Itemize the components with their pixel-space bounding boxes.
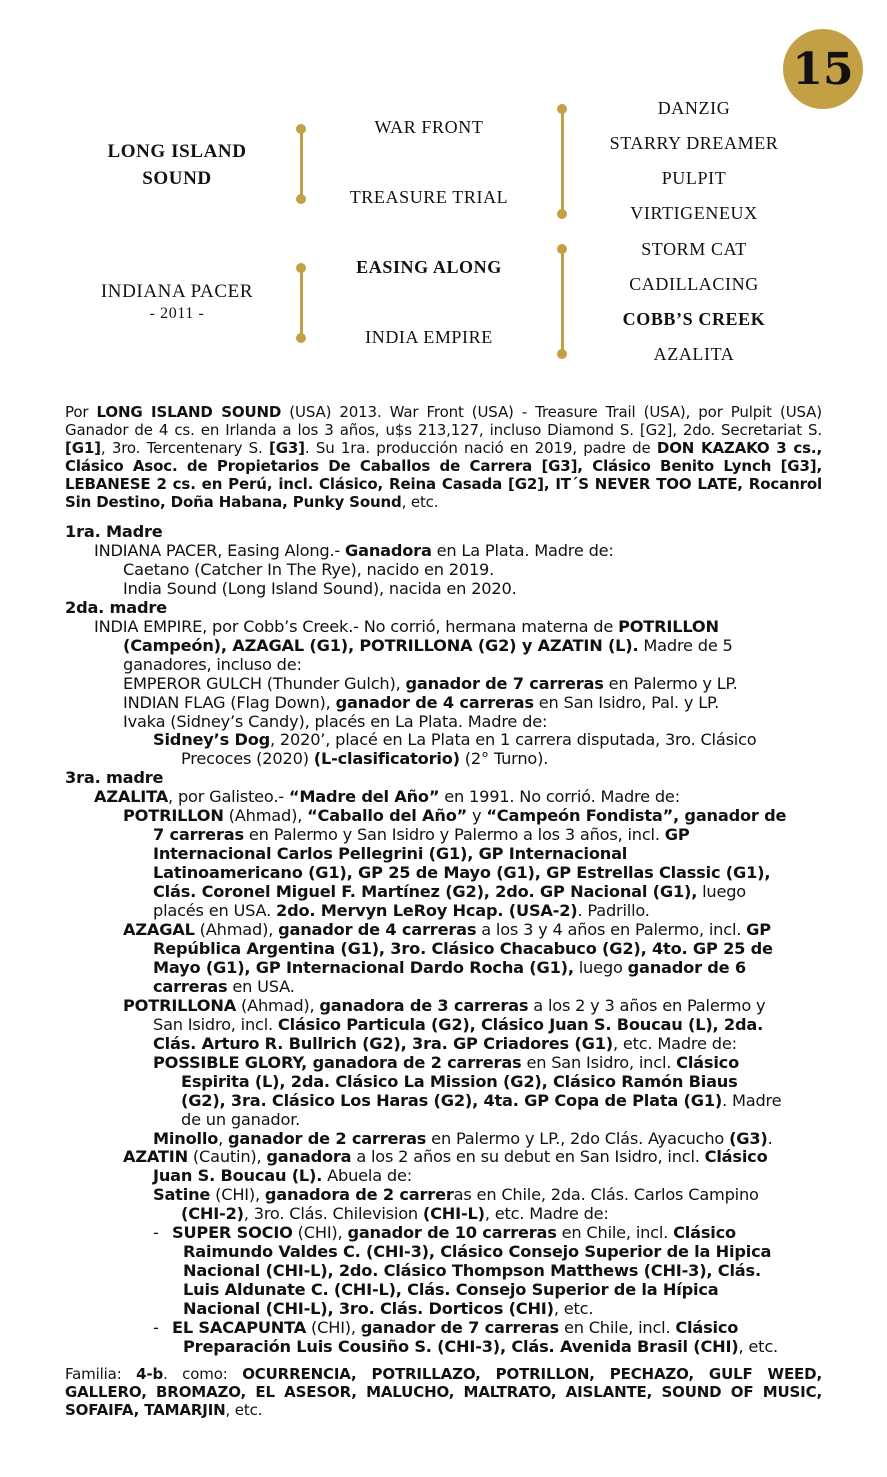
sire-para-line: Ganador de 4 cs. en Irlanda a los 3 años, u$s 213,127, incluso Diamond S. [G2], 2do. Secretariat S. (65, 420, 822, 439)
t: . (767, 1128, 773, 1148)
dam-line (65, 1092, 822, 1111)
dam-line: Nacional (CHI-L), 2do. Clásico Thompson Matthews (CHI-3), Clás. (183, 1261, 761, 1281)
dam-line (65, 807, 822, 826)
t: ganador de 4 carreras (278, 920, 477, 940)
dam-line (65, 902, 822, 921)
dam-line (65, 1205, 822, 1224)
t: (Cautin), (187, 1147, 267, 1167)
t: (USA) 2013. War Front (USA) - Treasure Trail (USA), por Pulpit (USA) (281, 403, 822, 421)
t: GP (746, 920, 771, 940)
bracket-line (561, 249, 564, 354)
t: (Ahmad), (236, 995, 320, 1015)
t: - (153, 1223, 159, 1243)
third-dam-heading: 3ra. madre (65, 768, 164, 788)
t: , etc. Madre de: (484, 1204, 609, 1224)
t: Preparación Luis Cousiño S. (CHI-3), Clás. Avenida Brasil (CHI) (183, 1336, 739, 1356)
t: en 1991. No corrió. Madre de: (439, 787, 680, 807)
t: , 2020’, placé en La Plata en 1 carrera disputada, 3ro. Clásico (270, 730, 757, 750)
t: OCURRENCIA, POTRILLAZO, POTRILLON, PECHAZO, GULF WEED, (242, 1365, 822, 1383)
t: Clás. Coronel Miguel F. Martínez (G2), 2do. GP Nacional (G1), (153, 882, 698, 902)
gen3-8: AZALITA (653, 344, 735, 364)
t: a los 2 y 3 años en Palermo y (528, 995, 766, 1015)
t: GP (664, 825, 690, 845)
t: [G3] (269, 438, 305, 457)
dam-line (65, 1300, 822, 1319)
t: “Madre del Año” (288, 787, 440, 807)
t: en Chile, incl. (556, 1223, 674, 1243)
t: . Padrillo. (577, 901, 650, 921)
t: POTRILLON (123, 806, 224, 826)
t: ganador de 2 carreras (228, 1128, 427, 1148)
t: , (218, 1128, 229, 1148)
t: (CHI), (306, 1318, 361, 1338)
dams-section (65, 523, 822, 1357)
t: Familia: (65, 1365, 137, 1383)
dam-line (65, 542, 822, 561)
dam-line (65, 675, 822, 694)
t: . como: (163, 1365, 243, 1383)
sire-sire: WAR FRONT (374, 117, 484, 137)
t: a los 2 años en su debut en San Isidro, incl. (351, 1147, 705, 1167)
t: AZAGAL (123, 920, 195, 940)
dam-line (65, 1224, 822, 1243)
t: y (467, 806, 487, 826)
dam-line: Espirita (L), 2da. Clásico La Mission (G2), Clásico Ramón Biaus (181, 1071, 738, 1091)
dam-line (65, 1054, 822, 1073)
gen3-5: STORM CAT (641, 239, 747, 259)
t: Clásico (673, 1223, 736, 1243)
t: Juan S. Boucau (L). (153, 1166, 323, 1186)
sire-para-line: Clásico Asoc. de Propietarios De Caballos de Carrera [G3], Clásico Benito Lynch [G3], (65, 456, 822, 475)
t: SUPER SOCIO (172, 1223, 293, 1243)
sire-name-line2: SOUND (142, 168, 212, 189)
dam-line (65, 694, 822, 713)
t: ganador de 4 carreras (335, 692, 534, 712)
dam-dam: INDIA EMPIRE (365, 327, 493, 347)
t: , etc. (738, 1336, 778, 1356)
sire-name-line1: LONG ISLAND (107, 141, 247, 162)
t: en USA. (227, 976, 295, 996)
dam-line (65, 1167, 822, 1186)
second-dam-heading: 2da. madre (65, 597, 167, 617)
dam-line (65, 637, 822, 656)
dam-name (90, 281, 264, 325)
t: INDIAN FLAG (Flag Down), (123, 692, 336, 712)
t: “Campeón Fondista” (486, 806, 674, 826)
t: en Chile, incl. (559, 1318, 676, 1338)
gen3-7: COBB’S CREEK (622, 309, 766, 329)
sire-para-line: LEBANESE 2 cs. en Perú, incl. Clásico, Reina Casada [G2], IT´S NEVER TOO LATE, Rocanrol (65, 474, 822, 493)
t: Ganadora (345, 540, 432, 560)
t: San Isidro, incl. (153, 1014, 278, 1034)
bracket-dot (296, 333, 306, 343)
bracket-dot (557, 349, 567, 359)
t: SOFAIFA, TAMARJIN (65, 1400, 226, 1419)
sire-para-line (65, 440, 822, 458)
sire-dam: TREASURE TRIAL (349, 187, 509, 207)
dam-line (65, 1338, 822, 1357)
t: (G3) (729, 1128, 768, 1148)
gen3-3: PULPIT (661, 168, 727, 188)
bracket-line (300, 129, 303, 199)
family-line (65, 1402, 822, 1420)
sire-para-line (65, 404, 822, 422)
t: ganadora de 2 carrer (264, 1185, 454, 1205)
sire-paragraph (65, 404, 822, 511)
t: (Campeón), AZAGAL (G1), POTRILLONA (G2) y AZATIN (L). (123, 635, 639, 655)
sire-name (97, 138, 257, 192)
t: INDIANA PACER, Easing Along.- (94, 540, 346, 560)
t: 2do. Mervyn LeRoy Hcap. (USA-2) (276, 901, 578, 921)
t: Abuela de: (322, 1166, 412, 1186)
t: , 3ro. Tercentenary S. (100, 438, 269, 457)
t: “Caballo del Año” (307, 806, 468, 826)
t: LONG ISLAND SOUND (96, 403, 282, 421)
dam-line: Caetano (Catcher In The Rye), nacido en 2019. (123, 559, 495, 579)
dam-line (65, 1186, 822, 1205)
t: INDIA EMPIRE, por Cobb’s Creek.- No corrió, hermana materna de (94, 616, 619, 636)
dam-name-text: INDIANA PACER (100, 281, 254, 302)
dam-line: India Sound (Long Island Sound), nacida en 2020. (123, 578, 517, 598)
t: ganadora (266, 1147, 352, 1167)
t: AZALITA (94, 787, 169, 807)
t: en La Plata. Madre de: (431, 540, 614, 560)
dam-line (65, 978, 822, 997)
t: Madre de 5 (638, 635, 733, 655)
first-dam-heading: 1ra. Madre (65, 522, 163, 541)
t: Clásico (704, 1147, 768, 1167)
t: Minollo (153, 1128, 219, 1148)
dam-line: Luis Aldunate C. (CHI-L), Clás. Consejo Superior de la Hípica (183, 1280, 719, 1300)
t: (Ahmad), (223, 806, 308, 826)
t: Nacional (CHI-L), 3ro. Clás. Dorticos (CHI) (183, 1299, 554, 1319)
t: , etc. (553, 1299, 594, 1319)
t: , etc. (225, 1400, 263, 1419)
dam-line: ganadores, incluso de: (123, 654, 302, 674)
t: (CHI-2) (181, 1204, 244, 1224)
t: ganador de 7 carreras (405, 673, 604, 693)
dam-line (65, 883, 822, 902)
t: (G2), 3ra. Clásico Los Haras (G2), 4ta. GP Copa de Plata (G1) (181, 1090, 723, 1110)
t: Clás. Arturo R. Bullrich (G2), 3ra. GP Criadores (G1) (153, 1033, 613, 1053)
dam-line: Ivaka (Sidney’s Candy), placés en La Plata. Madre de: (123, 711, 548, 731)
dam-line: Latinoamericano (G1), GP 25 de Mayo (G1), GP Estrellas Classic (G1), (153, 863, 771, 883)
gen3-4: VIRTIGENEUX (630, 203, 758, 223)
t: (CHI), (292, 1223, 348, 1243)
t: POTRILLON (618, 616, 719, 636)
t: EMPEROR GULCH (Thunder Gulch), (123, 673, 406, 693)
dam-line (65, 1148, 822, 1167)
t: , etc. Madre de: (612, 1033, 737, 1053)
bracket-line (300, 268, 303, 338)
dam-line (65, 788, 822, 807)
page-number-badge (783, 29, 863, 109)
t: 7 carreras (153, 825, 244, 845)
t: ganador de 7 carreras (360, 1318, 559, 1338)
t: . Su 1ra. producción nació en 2019, padre de (304, 438, 657, 457)
t: , etc. (401, 492, 439, 511)
t: Por (65, 403, 97, 421)
t: (2° Turno). (459, 749, 549, 769)
t: en Palermo y San Isidro y Palermo a los 3 años, incl. (243, 825, 665, 845)
t: [G1] (65, 438, 101, 457)
t: luego (573, 957, 628, 977)
gen3-2: STARRY DREAMER (609, 133, 779, 153)
t: ganador de 6 (627, 957, 746, 977)
t: POSSIBLE GLORY, ganadora de 2 carreras (153, 1052, 522, 1072)
gen3-1: DANZIG (657, 98, 731, 118)
t: ganador de 10 carreras (347, 1223, 557, 1243)
family-line (65, 1366, 822, 1384)
t: (Ahmad), (194, 920, 279, 940)
dam-line (65, 731, 822, 750)
gen3-6: CADILLACING (629, 274, 759, 294)
t: AZATIN (123, 1147, 188, 1167)
bracket-line (561, 109, 564, 214)
t: DON KAZAKO 3 cs., (656, 438, 822, 457)
t: - (153, 1318, 159, 1338)
t: , por Galisteo.- (168, 787, 289, 807)
dam-line (65, 1035, 822, 1054)
dam-line: Internacional Carlos Pellegrini (G1), GP Internacional (153, 844, 628, 864)
dam-line (65, 826, 822, 845)
t: a los 3 y 4 años en Palermo, incl. (476, 920, 747, 940)
family-paragraph (65, 1366, 822, 1420)
dam-line (65, 997, 822, 1016)
t: . Madre (722, 1090, 782, 1110)
t: Clásico (675, 1318, 739, 1338)
t: carreras (153, 976, 228, 996)
family-line: GALLERO, BROMAZO, EL ASESOR, MALUCHO, MALTRATO, AISLANTE, SOUND OF MUSIC, (65, 1382, 822, 1401)
page-number: 15 (792, 43, 854, 95)
t: (L-clasificatorio) (313, 749, 460, 769)
t: Satine (153, 1185, 211, 1205)
t: ganadora de 3 carreras (319, 995, 529, 1015)
t: , 3ro. Clás. Chilevision (243, 1204, 423, 1224)
t: Sidney’s Dog (153, 730, 271, 750)
t: Precoces (2020) (181, 749, 314, 769)
t: (CHI-L) (422, 1204, 485, 1224)
t: Clásico Particula (G2), Clásico Juan S. Boucau (L), 2da. (277, 1014, 764, 1034)
dam-year: - 2011 - (149, 305, 205, 322)
t: Sin Destino, Doña Habana, Punky Sound (65, 492, 402, 511)
dam-line (65, 959, 822, 978)
t: en San Isidro, incl. (521, 1052, 677, 1072)
t: , ganador de (673, 806, 787, 826)
dam-line (65, 618, 822, 637)
t: POTRILLONA (123, 995, 237, 1015)
t: 4-b (136, 1365, 164, 1383)
dam-line (65, 1016, 822, 1035)
t: en San Isidro, Pal. y LP. (533, 692, 720, 712)
dam-line: Raimundo Valdes C. (CHI-3), Clásico Consejo Superior de la Hipica (183, 1242, 772, 1262)
t: (CHI), (210, 1185, 265, 1205)
dam-sire: EASING ALONG (356, 257, 502, 277)
dam-line (65, 1319, 822, 1338)
bracket-dot (296, 194, 306, 204)
dam-line (65, 921, 822, 940)
t: en Palermo y LP. (603, 673, 738, 693)
dam-line (65, 1130, 822, 1149)
t: luego (697, 882, 747, 902)
t: en Palermo y LP., 2do Clás. Ayacucho (426, 1128, 730, 1148)
sire-para-line (65, 494, 822, 512)
dam-line: de un ganador. (181, 1109, 301, 1129)
t: Clásico (676, 1052, 739, 1072)
t: as en Chile, 2da. Clás. Carlos Campino (453, 1185, 759, 1205)
dam-line: República Argentina (G1), 3ro. Clásico Chacabuco (G2), 4to. GP 25 de (153, 938, 773, 958)
dam-line (65, 750, 822, 769)
bracket-dot (557, 209, 567, 219)
t: Mayo (G1), GP Internacional Dardo Rocha (G1), (153, 957, 574, 977)
t: EL SACAPUNTA (172, 1318, 307, 1338)
t: placés en USA. (153, 901, 276, 921)
